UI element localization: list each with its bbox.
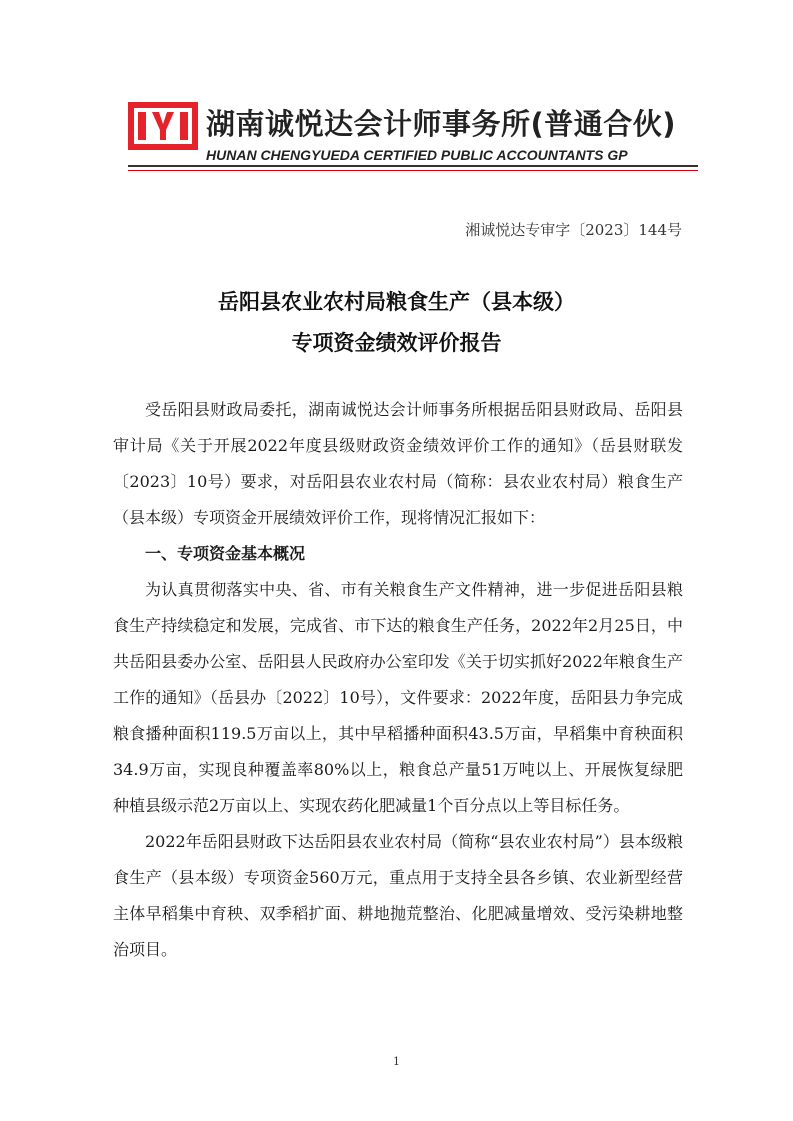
section-paragraph-2: 2022年岳阳县财政下达岳阳县农业农村局（简称“县农业农村局”）县本级粮食生产（县本级）专项资金560万元，重点用于支持全县各乡镇、农业新型经营主体早稻集中育秧、双季稻扩面、耕地抛荒整治、化肥减量增效、受污染耕地整治项目。 — [113, 832, 683, 959]
page-number: 1 — [393, 1055, 400, 1068]
section-heading: 一、专项资金基本概况 — [145, 544, 306, 563]
report-body — [113, 392, 683, 968]
letterhead — [128, 100, 698, 166]
firm-name-english: HUNAN CHENGYUEDA CERTIFIED PUBLIC ACCOUNTANTS GP — [206, 147, 628, 163]
letterhead-rule — [128, 165, 698, 167]
letterhead-red-rule — [128, 170, 698, 171]
document-number: 湘诚悦达专审字〔2023〕144号 — [465, 221, 682, 239]
report-title-line-2: 专项资金绩效评价报告 — [291, 331, 502, 355]
firm-name-chinese: 湖南诚悦达会计师事务所(普通合伙) — [206, 107, 677, 141]
firm-logo — [128, 102, 198, 150]
report-title-line-1: 岳阳县农业农村局粮食生产（县本级） — [218, 290, 575, 314]
intro-paragraph: 受岳阳县财政局委托，湖南诚悦达会计师事务所根据岳阳县财政局、岳阳县审计局《关于开展2022年度县级财政资金绩效评价工作的通知》（岳县财联发〔2023〕10号）要求，对岳阳县农业农村局（简称：县农业农村局）粮食生产（县本级）专项资金开展绩效评价工作，现将情况汇报如下： — [113, 400, 683, 527]
section-paragraph-1: 为认真贯彻落实中央、省、市有关粮食生产文件精神，进一步促进岳阳县粮食生产持续稳定和发展，完成省、市下达的粮食生产任务，2022年2月25日，中共岳阳县委办公室、岳阳县人民政府办公室印发《关于切实抓好2022年粮食生产工作的通知》（岳县办〔2022〕10号），文件要求：2022年度，岳阳县力争完成粮食播种面积119.5万亩以上，其中早稻播种面积43.5万亩，早稻集中育秧面积34.9万亩，实现良种覆盖率80%以上，粮食总产量51万吨以上、开展恢复绿肥种植县级示范2万亩以上、实现农药化肥减量1个百分点以上等目标任务。 — [113, 580, 683, 815]
